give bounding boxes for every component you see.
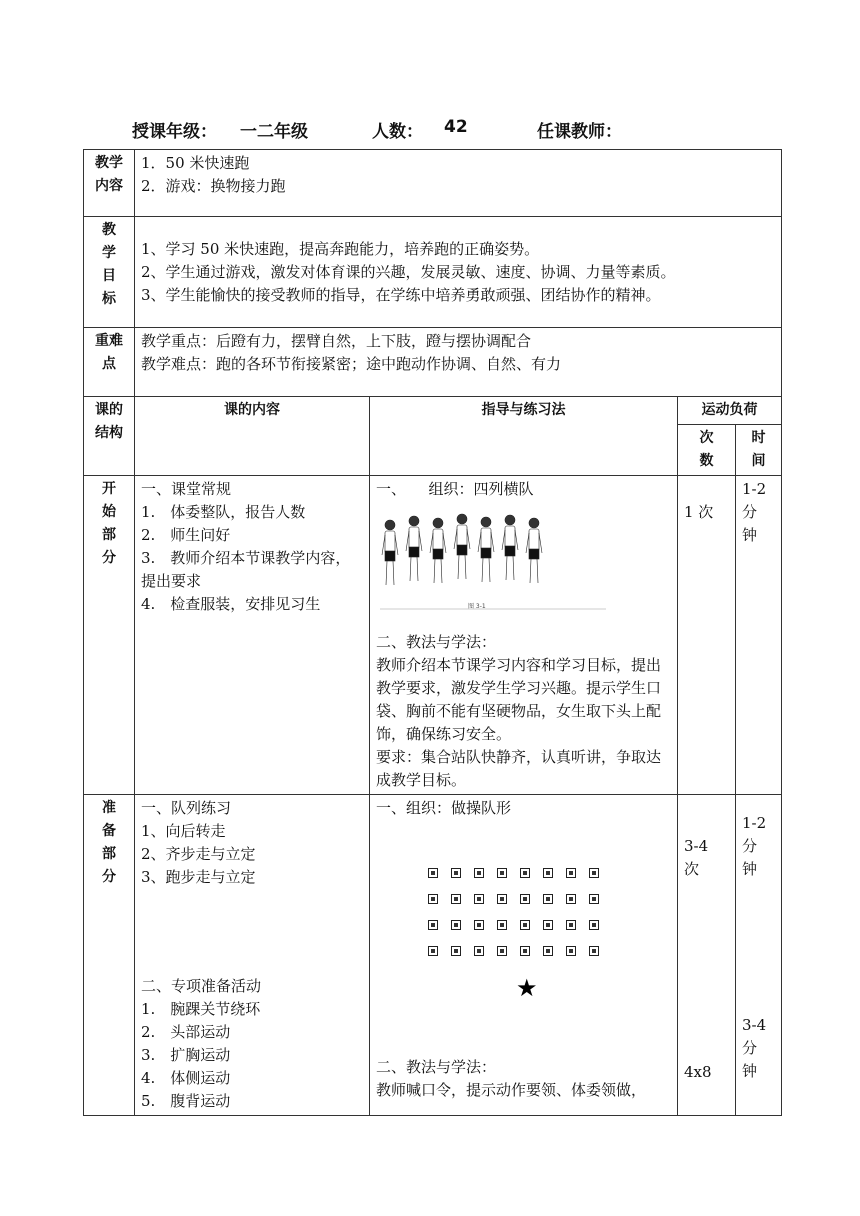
student-marker-icon (497, 946, 507, 956)
grade-label: 授课年级： (132, 122, 217, 142)
student-marker-icon (543, 894, 553, 904)
teacher-star-icon: ★ (516, 974, 538, 1002)
prep-duration-a1: 1-2 (742, 814, 767, 832)
prep-content-b6: 5. 腹背运动 (141, 1092, 231, 1110)
start-duration-1: 1-2 (742, 480, 767, 498)
content-line-1: 1．50 米快速跑 (141, 154, 250, 172)
student-marker-icon (566, 868, 576, 878)
start-content-4: 3. 教师介绍本节课教学内容，提出要求 (141, 549, 351, 590)
student-marker-icon (474, 920, 484, 930)
start-method-cell (370, 476, 678, 795)
prep-section-row (84, 795, 782, 1116)
student-marker-icon (520, 946, 530, 956)
start-content-1: 一、课堂常规 (141, 480, 232, 498)
structure-header-row (84, 397, 782, 425)
prep-content-a1: 一、队列练习 (141, 799, 232, 817)
prep-duration-cell (736, 795, 782, 1116)
student-marker-icon (543, 920, 553, 930)
student-marker-icon (566, 946, 576, 956)
prep-duration-b2: 分 (742, 1039, 758, 1057)
prep-content-b5: 4. 体侧运动 (141, 1069, 231, 1087)
keypoint-line-2: 教学难点：跑的各环节衔接紧密；途中跑动作协调、自然、有力 (141, 355, 562, 373)
goal-line-3: 3、学生能愉快的接受教师的指导，在学练中培养勇敢顽强、团结协作的精神。 (141, 285, 661, 304)
load-header: 运动负荷 (678, 397, 782, 425)
student-marker-icon (474, 894, 484, 904)
prep-section-label: 准 备 部 分 (84, 795, 135, 1116)
start-method-3: 要求：集合站队快静齐，认真听讲，争取达成教学目标。 (376, 748, 662, 789)
student-marker-icon (474, 946, 484, 956)
prep-times-a1: 3-4 (684, 837, 709, 855)
duration-header: 时 间 (736, 425, 782, 476)
content-header: 课的内容 (135, 397, 370, 476)
lesson-plan-table (83, 149, 782, 1116)
content-row (84, 150, 782, 217)
count-value: 42 (444, 117, 468, 137)
prep-times-cell (678, 795, 736, 1116)
keypoints-cell (135, 328, 782, 397)
student-marker-icon (520, 894, 530, 904)
student-marker-icon (451, 920, 461, 930)
formation-photo (380, 507, 606, 611)
prep-content-a4: 3、跑步走与立定 (141, 868, 256, 886)
start-duration-cell (736, 476, 782, 795)
student-marker-icon (497, 894, 507, 904)
structure-header: 课的 结构 (84, 397, 135, 476)
student-marker-icon (451, 946, 461, 956)
student-marker-icon (497, 868, 507, 878)
method-header: 指导与练习法 (370, 397, 678, 476)
prep-method-cell (370, 795, 678, 1116)
prep-method-b2: 教师喊口令，提示动作要领、体委领做， (376, 1081, 647, 1099)
prep-method-b1: 二、教法与学法： (376, 1058, 497, 1076)
prep-duration-b3: 钟 (742, 1062, 758, 1080)
start-section-row (84, 476, 782, 795)
student-marker-icon (589, 946, 599, 956)
start-duration-3: 钟 (742, 526, 758, 544)
start-method-1: 二、教法与学法： (376, 633, 497, 651)
content-line-2: 2．游戏：换物接力跑 (141, 177, 286, 195)
prep-duration-a3: 钟 (742, 860, 758, 878)
student-marker-icon (428, 946, 438, 956)
goal-line-2: 2、学生通过游戏，激发对体育课的兴趣，发展灵敏、速度、协调、力量等素质。 (141, 262, 676, 281)
exercise-formation-diagram (428, 862, 671, 966)
student-marker-icon (543, 946, 553, 956)
student-marker-icon (589, 920, 599, 930)
student-marker-icon (589, 868, 599, 878)
prep-duration-b1: 3-4 (742, 1016, 767, 1034)
student-marker-icon (520, 920, 530, 930)
student-marker-icon (474, 868, 484, 878)
prep-content-cell (135, 795, 370, 1116)
start-content-3: 2. 师生问好 (141, 526, 231, 544)
keypoint-line-1: 教学重点：后蹬有力，摆臂自然，上下肢，蹬与摆协调配合 (141, 332, 532, 350)
start-times-cell: 1 次 (678, 476, 736, 795)
student-marker-icon (428, 868, 438, 878)
count-label: 人数： (372, 122, 423, 142)
start-section-label: 开 始 部 分 (84, 476, 135, 795)
prep-content-b4: 3. 扩胸运动 (141, 1046, 231, 1064)
prep-times-a2: 次 (684, 860, 700, 878)
student-marker-icon (543, 868, 553, 878)
start-content-cell (135, 476, 370, 795)
prep-content-b3: 2. 头部运动 (141, 1023, 231, 1041)
lesson-header (0, 115, 860, 141)
student-marker-icon (428, 920, 438, 930)
start-content-2: 1. 体委整队，报告人数 (141, 503, 306, 521)
start-method-org: 一、 组织：四列横队 (376, 480, 534, 498)
content-cell (135, 150, 782, 217)
goals-row (84, 217, 782, 328)
student-marker-icon (451, 868, 461, 878)
grade-value: 一二年级 (240, 122, 308, 142)
prep-method-org: 一、组织：做操队形 (376, 799, 512, 817)
goal-line-1: 1、学习 50 米快速跑，提高奔跑能力，培养跑的正确姿势。 (141, 239, 540, 258)
student-marker-icon (520, 868, 530, 878)
start-content-5: 4. 检查服装，安排见习生 (141, 595, 321, 613)
student-marker-icon (566, 894, 576, 904)
student-marker-icon (451, 894, 461, 904)
student-marker-icon (428, 894, 438, 904)
figure-caption: 图 3-1 (468, 603, 486, 610)
student-marker-icon (566, 920, 576, 930)
prep-times-b: 4x8 (684, 1063, 712, 1081)
prep-duration-a2: 分 (742, 837, 758, 855)
keypoints-label: 重难 点 (84, 328, 135, 397)
prep-content-b2: 1. 腕踝关节绕环 (141, 1000, 261, 1018)
students-formation-image (380, 507, 606, 611)
times-header: 次 数 (678, 425, 736, 476)
start-method-2: 教师介绍本节课学习内容和学习目标，提出教学要求，激发学生学习兴趣。提示学生口袋、胸前不能有坚硬物品，女生取下头上配饰，确保练习安全。 (376, 656, 662, 743)
goals-cell (135, 217, 782, 328)
keypoints-row (84, 328, 782, 397)
start-duration-2: 分 (742, 503, 758, 521)
goals-label: 教 学 目 标 (84, 217, 135, 328)
student-marker-icon (589, 894, 599, 904)
prep-content-a2: 1、向后转走 (141, 822, 226, 840)
content-label: 教学 内容 (84, 150, 135, 217)
prep-content-b1: 二、专项准备活动 (141, 977, 262, 995)
teacher-label: 任课教师： (537, 122, 622, 142)
prep-content-a3: 2、齐步走与立定 (141, 845, 256, 863)
student-marker-icon (497, 920, 507, 930)
